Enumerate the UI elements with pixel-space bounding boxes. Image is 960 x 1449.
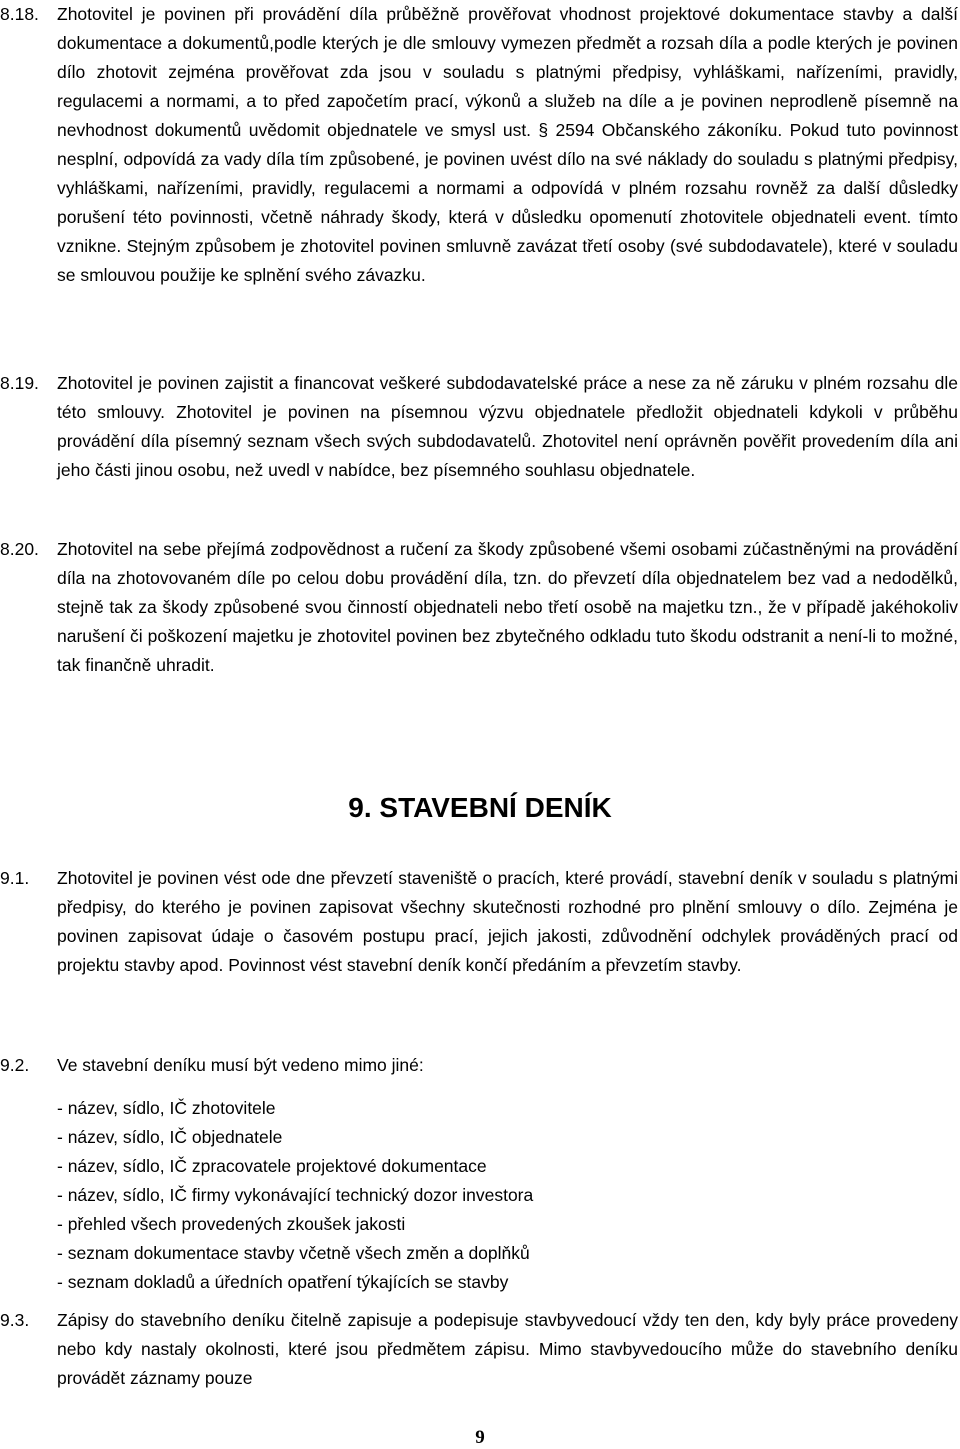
clause-number: 8.18. — [0, 4, 39, 24]
clause-8-20 — [0, 535, 960, 680]
clause-9-3 — [0, 1306, 960, 1393]
chapter-heading: 9. STAVEBNÍ DENÍK — [348, 792, 612, 823]
list-item: - seznam dokladů a úředních opatření týkajících se stavby — [57, 1272, 509, 1292]
list-item: - název, sídlo, IČ zpracovatele projektové dokumentace — [57, 1156, 487, 1176]
clause-9-2 — [0, 1051, 960, 1080]
page-number: 9 — [475, 1427, 485, 1448]
clause-text: Ve stavební deníku musí být vedeno mimo jiné: — [57, 1055, 424, 1075]
clause-number: 9.1. — [0, 868, 30, 888]
clause-8-18 — [0, 0, 960, 290]
clause-9-1 — [0, 864, 960, 980]
list-item: - název, sídlo, IČ firmy vykonávající technický dozor investora — [57, 1185, 534, 1205]
clause-text: Zhotovitel na sebe přejímá zodpovědnost a ručení za škody způsobené všemi osobami zúčastněnými na provádění díla na zhotovovaném díle po celou dobu provádění díla, tzn. do převzetí díla objednatelem bez vad a nedodělků, stejně tak za škody způsobené svou činností objednateli nebo třetí osobě na majetku tzn., že v případě jakéhokoliv narušení či poškození majetku je zhotovitel povinen bez zbytečného odkladu tuto škodu odstranit a není-li to možné, tak finančně uhradit. — [57, 539, 958, 675]
clause-text: Zhotovitel je povinen při provádění díla průběžně prověřovat vhodnost projektové dokumentace stavby a další dokumentace a dokumentů,podle kterých je dle smlouvy vymezen předmět a rozsah díla a podle kterých je povinen dílo zhotovit zejména prověřovat zda jsou v souladu s platnými předpisy, vyhláškami, nařízeními, pravidly, regulacemi a normami, a to před započetím prací, výkonů a služeb na díle a je povinen neprodleně písemně na nevhodnost dokumentů uvědomit objednatele ve smysl ust. § 2594 Občanského zákoníku. Pokud tuto povinnost nesplní, odpovídá za vady díla tím způsobené, je povinen uvést dílo na své náklady do souladu s platnými předpisy, vyhláškami, nařízeními, pravidly, regulacemi a normami a odpovídá v plném rozsahu rovněž za další důsledky porušení této povinnosti, včetně náhrady škody, která v důsledku opomenutí zhotovitele objednateli event. tímto vznikne. Stejným způsobem je zhotovitel povinen smluvně zavázat třetí osoby (své subdodavatele), které v souladu se smlouvou použije ke splnění svého závazku. — [57, 4, 958, 285]
list-item: - název, sídlo, IČ objednatele — [57, 1127, 283, 1147]
clause-text: Zhotovitel je povinen zajistit a financovat veškeré subdodavatelské práce a nese za ně záruku v plném rozsahu dle této smlouvy. Zhotovitel je povinen na písemnou výzvu objednatele předložit objednateli kdykoli v průběhu provádění díla písemný seznam všech svých subdodavatelů. Zhotovitel není oprávněn pověřit provedením díla ani jeho části jinou osobu, než uvedl v nabídce, bez písemného souhlasu objednatele. — [57, 373, 958, 480]
clause-number: 9.2. — [0, 1055, 30, 1075]
clause-number: 9.3. — [0, 1310, 30, 1330]
list-item: - název, sídlo, IČ zhotovitele — [57, 1098, 276, 1118]
clause-text: Zhotovitel je povinen vést ode dne převzetí staveniště o pracích, které provádí, stavební deník v souladu s platnými předpisy, do kterého je povinen zapisovat všechny skutečnosti rozhodné pro plnění smlouvy o dílo. Zejména je povinen zapisovat údaje o časovém postupu prací, jejich jakosti, zdůvodnění odchylek prováděných prací od projektu stavby apod. Povinnost vést stavební deník končí předáním a převzetím stavby. — [57, 868, 958, 975]
clause-number: 8.19. — [0, 373, 39, 393]
list-item: - přehled všech provedených zkoušek jakosti — [57, 1214, 406, 1234]
clause-text: Zápisy do stavebního deníku čitelně zapisuje a podepisuje stavbyvedoucí vždy ten den, kdy byly práce provedeny nebo kdy nastaly okolnosti, které jsou předmětem zápisu. Mimo stavbyvedoucího může do stavebního deníku provádět záznamy pouze — [57, 1310, 958, 1388]
clause-number: 8.20. — [0, 539, 39, 559]
list-item: - seznam dokumentace stavby včetně všech změn a doplňků — [57, 1243, 530, 1263]
clause-8-19 — [0, 369, 960, 485]
required-entries-list — [57, 1094, 937, 1297]
